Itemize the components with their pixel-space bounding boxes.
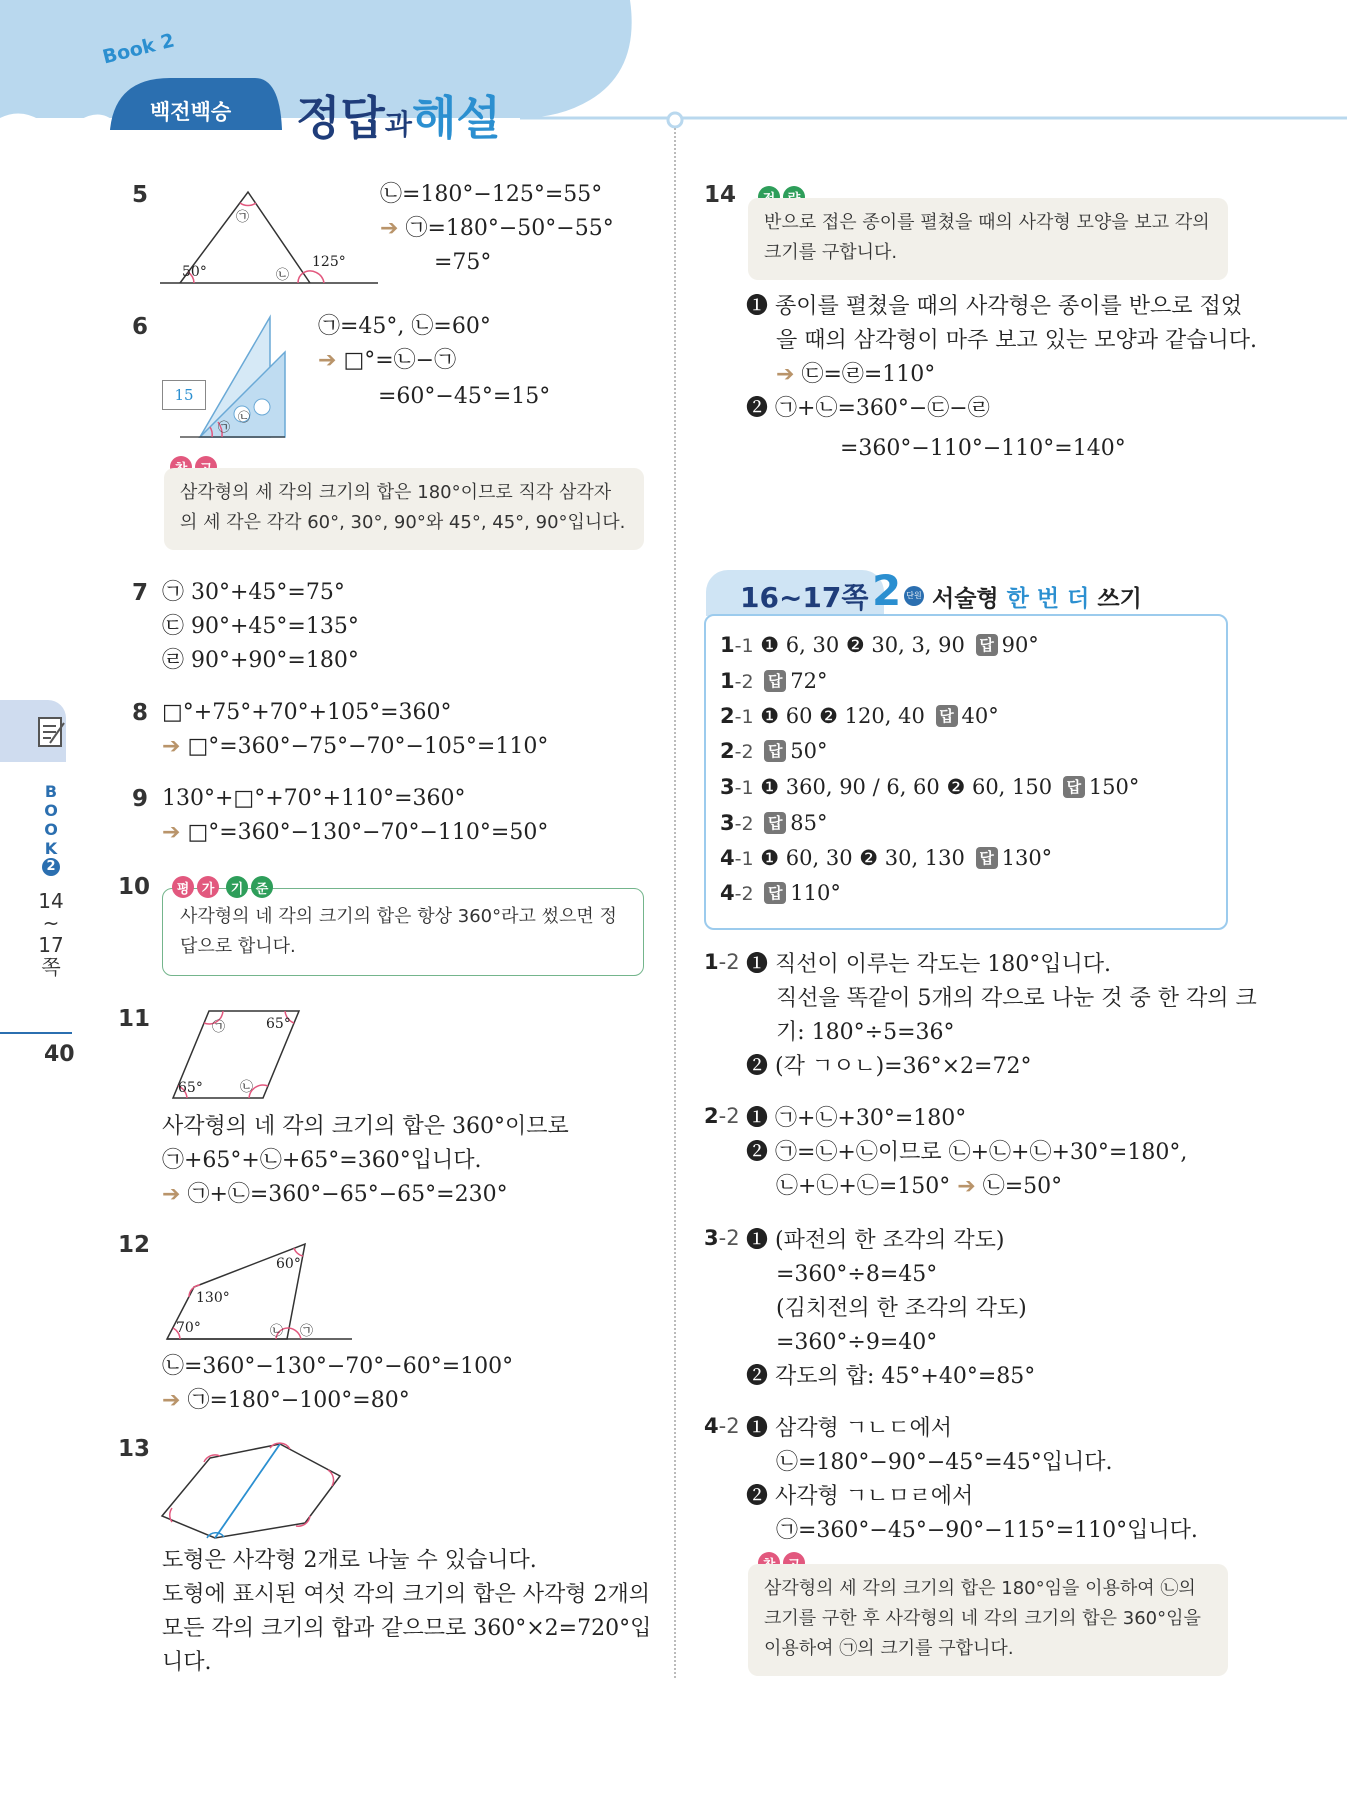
ans-text: ❶ 6, 30 ❷ 30, 3, 90 [760, 633, 965, 657]
ans-value: 40° [961, 704, 999, 728]
series-label: 백전백승 [150, 100, 232, 124]
exp-line-2: =360°÷8=45° [776, 1262, 938, 1287]
title-part-b: 과 [384, 108, 412, 141]
calc-line-1: 사각형의 네 각의 크기의 합은 360°이므로 [162, 1114, 569, 1139]
angle-a-label: ㉠ [300, 1324, 314, 1339]
answer-badge: 답 [936, 705, 958, 727]
ans-id: 3 [720, 811, 735, 835]
answer-badge: 답 [764, 670, 786, 692]
calc-line-2 [318, 346, 456, 376]
calc-line-2: ㉠+65°+㉡+65°=360°입니다. [162, 1148, 482, 1173]
ans-id: 2 [720, 739, 735, 763]
calc-line-3: =75° [434, 250, 492, 275]
answer-row-3-2 [720, 808, 828, 839]
exp-line-3 [776, 1172, 1062, 1202]
range-start: 14 [38, 889, 64, 913]
text-line-1: 도형은 사각형 2개로 나눌 수 있습니다. [162, 1548, 537, 1573]
range-sep: ~ [42, 911, 60, 935]
answer-badge: 답 [976, 847, 998, 869]
ans-text: ❶ 60 ❷ 120, 40 [760, 704, 925, 728]
angle-50-label: 50° [182, 264, 207, 280]
answer-row-2-2 [720, 736, 828, 767]
calc-line-2 [162, 732, 548, 762]
exp-line-1: ❶ (파전의 한 조각의 각도) [746, 1228, 1005, 1253]
question-number: 9 [132, 786, 149, 812]
calc-line-1: ㉠=45°, ㉡=60° [318, 314, 491, 339]
calc-text: ㉠=180°−50°−55° [405, 216, 614, 241]
exp-line-4: ㉠=360°−45°−90°−115°=110°입니다. [776, 1518, 1198, 1543]
ans-id: 1 [720, 669, 735, 693]
section-title [932, 580, 1142, 613]
angle-125-label: 125° [312, 254, 346, 270]
tag-char: 평 [172, 876, 194, 898]
text-line-2: 도형에 표시된 여섯 각의 크기의 합은 사각형 2개의 [162, 1582, 650, 1607]
ans-sub: -1 [734, 848, 754, 870]
answer-row-4-2 [720, 878, 841, 909]
calc-line-1: ㉠ 30°+45°=75° [162, 580, 345, 605]
book-label: Book 2 [100, 29, 177, 69]
exp-sub: -2 [718, 1104, 740, 1128]
reference-note: 삼각형의 세 각의 크기의 합은 180°이므로 직각 삼각자의 세 각은 각각 60°, 30°, 90°와 45°, 45°, 90°입니다. [164, 468, 644, 550]
arrow-icon: ➔ [162, 820, 188, 845]
range-end: 17 [38, 933, 64, 957]
book-vertical: BOOK [44, 782, 58, 858]
exp-sub: -2 [718, 950, 740, 974]
calc-line-2 [380, 214, 614, 244]
angle-b-label: ㉡ [238, 410, 251, 424]
ans-text: ❶ 60, 30 ❷ 30, 130 [760, 846, 965, 870]
exp-line-1: ❶ ㉠+㉡+30°=180° [746, 1106, 967, 1131]
ans-value: 85° [790, 811, 828, 835]
grading-note: 사각형의 네 각의 크기의 합은 항상 360°라고 썼으면 정답으로 합니다. [180, 906, 617, 957]
ans-value: 150° [1088, 775, 1140, 799]
exp-sub: -2 [718, 1226, 740, 1250]
calc-line-3 [776, 360, 935, 390]
angle-b-label: ㉡ [270, 1324, 284, 1339]
explanation-id [704, 1414, 740, 1438]
ans-id: 4 [720, 881, 735, 905]
question-number: 6 [132, 314, 149, 340]
exp-line-3: (김치전의 한 조각의 각도) [776, 1296, 1027, 1321]
calc-line-3: ㉣ 90°+90°=180° [162, 648, 359, 673]
question-number: 8 [132, 700, 149, 726]
calc-text: □°=360°−75°−70°−105°=110° [187, 734, 549, 759]
calc-line-1: ㉡=360°−130°−70°−60°=100° [162, 1354, 514, 1379]
exp-line-1: ❶ 삼각형 ㄱㄴㄷ에서 [746, 1416, 953, 1441]
section-pages: 16~17쪽 [740, 581, 869, 614]
notebook-icon [36, 715, 66, 749]
strategy-note: 반으로 접은 종이를 펼쳤을 때의 사각형 모양을 보고 각의 크기를 구합니다. [748, 198, 1228, 280]
answer-badge: 답 [764, 882, 786, 904]
arrow-icon: ➔ [162, 1388, 188, 1413]
calc-line-5: =360°−110°−110°=140° [840, 436, 1126, 461]
section-title-b: 한 번 더 [1006, 586, 1090, 612]
question-number: 5 [132, 182, 149, 208]
tag-char: 준 [251, 876, 273, 898]
answer-row-1-2 [720, 666, 828, 697]
step-2-icon: ❷ [746, 396, 769, 421]
answer-row-2-1 [720, 701, 999, 732]
calc-text: ㉢=㉣=110° [801, 362, 936, 387]
ans-sub: -2 [734, 741, 754, 763]
arrow-icon: ➔ [957, 1174, 983, 1199]
exp-line-4: =360°÷9=40° [776, 1330, 938, 1355]
exp-line-1: ❶ 직선이 이루는 각도는 180°입니다. [746, 952, 1111, 977]
arrow-icon: ➔ [162, 734, 188, 759]
angle-60-label: 60° [276, 1256, 301, 1272]
calc-text: □°=360°−130°−70°−110°=50° [187, 820, 549, 845]
calc-line-1: ㉡=180°−125°=55° [380, 182, 603, 207]
unit-badge: 단원 [904, 586, 924, 606]
question-number: 7 [132, 580, 149, 606]
tag-char: 기 [226, 876, 248, 898]
section-title-c: 쓰기 [1097, 586, 1142, 612]
ans-id: 4 [720, 846, 735, 870]
grading-tag [172, 876, 273, 898]
calc-line-4 [746, 394, 990, 424]
calc-line-2 [162, 818, 548, 848]
step-1-icon: ❶ [746, 294, 769, 319]
ans-sub: -2 [734, 671, 754, 693]
exp-line-3: ❷ 사각형 ㄱㄴㅁㄹ에서 [746, 1484, 974, 1509]
page-rule [0, 1032, 72, 1034]
ans-value: 90° [1001, 633, 1039, 657]
answer-row-4-1 [720, 843, 1052, 874]
calc-line-2: ㉢ 90°+45°=135° [162, 614, 359, 639]
tag-char: 가 [197, 876, 219, 898]
calc-text: ㉠=180°−100°=80° [187, 1388, 410, 1413]
ans-sub: -1 [734, 777, 754, 799]
ans-id: 3 [720, 775, 735, 799]
arrow-icon: ➔ [776, 362, 802, 387]
angle-a-label: ㉠ [212, 1020, 226, 1035]
ans-text: ❶ 360, 90 / 6, 60 ❷ 60, 150 [760, 775, 1053, 799]
angle-65-bottom-label: 65° [178, 1080, 203, 1096]
answer-badge: 답 [976, 634, 998, 656]
page-range [36, 890, 66, 978]
exp-line-4: ❷ (각 ㄱㅇㄴ)=36°×2=72° [746, 1054, 1032, 1079]
angle-b-label: ㉡ [240, 1080, 254, 1095]
answer-row-3-1 [720, 772, 1139, 803]
ans-value: 130° [1001, 846, 1053, 870]
exp-id: 3 [704, 1226, 719, 1250]
calc-text: ㉠+㉡=360°−㉢−㉣ [775, 396, 990, 421]
exp-line-2: 직선을 똑같이 5개의 각으로 나눈 것 중 한 각의 크 [776, 986, 1257, 1011]
book-number: 2 [42, 858, 60, 876]
explanation-id [704, 950, 740, 974]
exp-line-2: ❷ ㉠=㉡+㉡이므로 ㉡+㉡+㉡+30°=180°, [746, 1140, 1188, 1165]
exp-text: ㉡+㉡+㉡=150° [776, 1174, 951, 1199]
column-divider [674, 128, 676, 1678]
exp-line-2: ㉡=180°−90°−45°=45°입니다. [776, 1450, 1113, 1475]
explanation-id [704, 1226, 740, 1250]
calc-text: 종이를 펼쳤을 때의 사각형은 종이를 반으로 접었 [775, 294, 1243, 319]
section-title-a: 서술형 [932, 586, 999, 612]
exp-id: 4 [704, 1414, 719, 1438]
angle-130-label: 130° [196, 1290, 230, 1306]
angle-a-label: ㉠ [236, 210, 250, 225]
question-number: 13 [118, 1436, 151, 1462]
ans-sub: -2 [734, 883, 754, 905]
calc-line-2: 을 때의 삼각형이 마주 보고 있는 모양과 같습니다. [776, 328, 1257, 353]
ans-id: 1 [720, 633, 735, 657]
answer-row-1-1 [720, 630, 1039, 661]
question-number: 11 [118, 1006, 151, 1032]
question-number: 10 [118, 874, 151, 900]
calc-line-1: 130°+□°+70°+110°=360° [162, 786, 466, 811]
angle-a-label: ㉠ [218, 420, 231, 434]
arrow-icon: ➔ [380, 216, 406, 241]
ans-sub: -1 [734, 706, 754, 728]
calc-text: ㉠+㉡=360°−65°−65°=230° [187, 1182, 508, 1207]
exp-line-5: ❷ 각도의 합: 45°+40°=85° [746, 1364, 1036, 1389]
arrow-icon: ➔ [318, 348, 344, 373]
calc-line-1: □°+75°+70°+105°=360° [162, 700, 452, 725]
angle-70-label: 70° [176, 1320, 201, 1336]
question-number: 14 [704, 182, 737, 208]
exp-id: 1 [704, 950, 719, 974]
ans-value: 50° [790, 739, 828, 763]
exp-text: ㉡=50° [982, 1174, 1063, 1199]
ans-value: 72° [790, 669, 828, 693]
answer-badge: 답 [764, 740, 786, 762]
title-part-a: 정답 [296, 91, 385, 145]
calc-line-3: =60°−45°=15° [378, 384, 551, 409]
range-unit: 쪽 [41, 955, 61, 979]
calc-line-2 [162, 1386, 410, 1416]
calc-line-3 [162, 1180, 508, 1210]
explanation-id [704, 1104, 740, 1128]
question-number: 12 [118, 1232, 151, 1258]
page-number: 40 [44, 1042, 75, 1067]
ans-sub: -1 [734, 635, 754, 657]
exp-id: 2 [704, 1104, 719, 1128]
answer-badge: 답 [1063, 776, 1085, 798]
ans-sub: -2 [734, 813, 754, 835]
unit-number: 2 [872, 566, 902, 615]
text-line-3: 모든 각의 크기의 합과 같으므로 360°×2=720°입 [162, 1616, 652, 1641]
ans-value: 110° [790, 881, 841, 905]
ans-id: 2 [720, 704, 735, 728]
arrow-icon: ➔ [162, 1182, 188, 1207]
exp-line-3: 기: 180°÷5=36° [776, 1020, 955, 1045]
answer-box: 15 [162, 380, 206, 410]
exp-sub: -2 [718, 1414, 740, 1438]
answer-badge: 답 [764, 812, 786, 834]
reference-note: 삼각형의 세 각의 크기의 합은 180°임을 이용하여 ㉡의 크기를 구한 후 사각형의 네 각의 크기의 합은 360°임을 이용하여 ㉠의 크기를 구합니다. [748, 1564, 1228, 1676]
angle-b-label: ㉡ [276, 268, 290, 283]
title-part-c: 해설 [411, 91, 501, 145]
calc-line-1 [746, 292, 1242, 322]
angle-65-top-label: 65° [266, 1016, 291, 1032]
text-line-4: 니다. [162, 1650, 212, 1675]
hexagon-figure [160, 1436, 350, 1546]
calc-text: □°=㉡−㉠ [343, 348, 457, 373]
header-title [296, 82, 501, 148]
